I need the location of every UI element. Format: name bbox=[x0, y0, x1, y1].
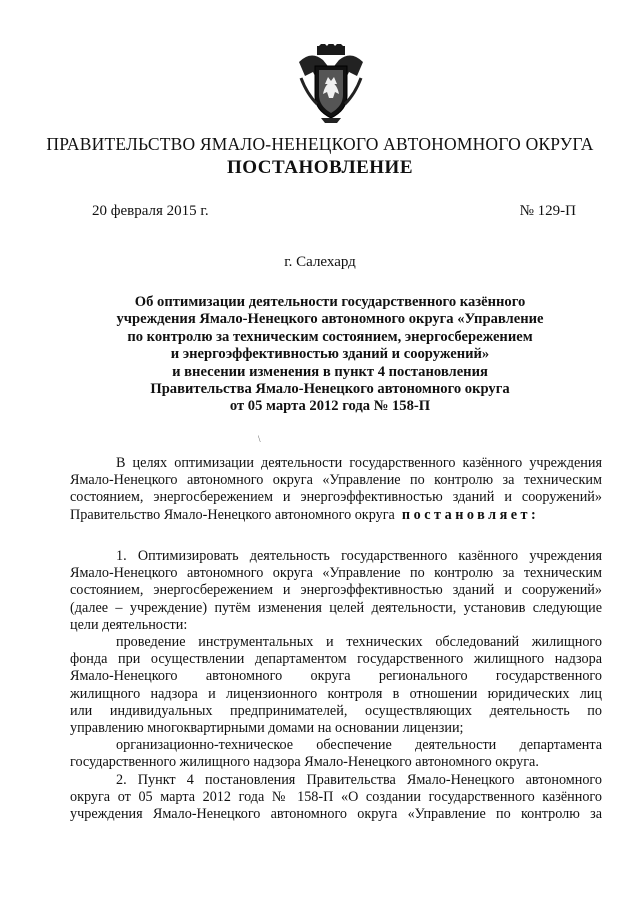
text-line: 1. Оптимизировать деятельность государственного казённого учреждения bbox=[116, 548, 602, 564]
stray-mark: \ bbox=[258, 434, 261, 444]
document-city: г. Салехард bbox=[284, 254, 356, 270]
title-line: и внесении изменения в пункт 4 постановления bbox=[172, 363, 488, 380]
organization-name: ПРАВИТЕЛЬСТВО ЯМАЛО-НЕНЕЦКОГО АВТОНОМНОГО ОКРУГА bbox=[46, 134, 594, 154]
text-line: В целях оптимизации деятельности государственного казённого учреждения bbox=[116, 455, 602, 471]
text-line: фонда при осуществлении департаментом государственного жилищного надзора bbox=[70, 651, 602, 668]
title-line: учреждения Ямало-Ненецкого автономного округа «Управление bbox=[116, 311, 544, 328]
government-label: Правительство Ямало-Ненецкого автономного округа bbox=[70, 506, 395, 523]
preamble-paragraph bbox=[70, 455, 602, 524]
text-line: (далее – учреждение) путём изменения целей деятельности, установив следующие bbox=[70, 599, 602, 616]
resolution-body bbox=[70, 548, 602, 823]
text-line: состоянием, энергосбережением и энергоэффективностью зданий и сооружений» bbox=[70, 582, 602, 599]
text-line: учреждения Ямало-Ненецкого автономного округа «Управление по контролю за bbox=[70, 806, 602, 823]
text-line: Ямало-Ненецкого автономного округа регионального государственного bbox=[70, 668, 602, 685]
text-line: жилищного надзора и лицензионного контроля в отношении юридических лиц bbox=[70, 685, 602, 702]
title-line: Об оптимизации деятельности государственного казённого bbox=[134, 294, 526, 310]
title-line: и энергоэффективностью зданий и сооружений» bbox=[170, 346, 490, 363]
text-line: состоянием, энергосбережением и энергоэффективностью зданий и сооружений» bbox=[70, 489, 602, 506]
text-line: цели деятельности: bbox=[70, 616, 188, 633]
text-line: управлению многоквартирными домами на основании лицензии; bbox=[70, 720, 464, 737]
text-line bbox=[70, 507, 602, 524]
text-line: государственного жилищного надзора Ямало-Ненецкого автономного округа. bbox=[70, 754, 539, 771]
document-title bbox=[110, 294, 550, 416]
title-line: по контролю за техническим состоянием, энергосбережением bbox=[127, 328, 533, 345]
title-line: Правительства Ямало-Ненецкого автономного округа bbox=[150, 381, 510, 398]
coat-of-arms-icon bbox=[297, 44, 365, 124]
document-number: № 129-П bbox=[519, 203, 576, 219]
text-line: Ямало-Ненецкого автономного округа «Управление по контролю за техническим bbox=[70, 472, 602, 489]
resolves-word: постановляет: bbox=[401, 506, 540, 523]
text-line: проведение инструментальных и технических обследований жилищного bbox=[116, 634, 602, 651]
document-type: ПОСТАНОВЛЕНИЕ bbox=[226, 157, 414, 178]
text-line: округа от 05 марта 2012 года № 158-П «О создании государственного казённого bbox=[70, 788, 602, 805]
text-line: Ямало-Ненецкого автономного округа «Управление по контролю за техническим bbox=[70, 565, 602, 582]
text-line: организационно-техническое обеспечение деятельности департамента bbox=[116, 737, 602, 754]
title-line: от 05 марта 2012 года № 158-П bbox=[229, 398, 431, 415]
text-line: 2. Пункт 4 постановления Правительства Ямало-Ненецкого автономного bbox=[116, 771, 602, 788]
text-line: или индивидуальных предпринимателей, осуществляющих деятельность по bbox=[70, 702, 602, 719]
document-date: 20 февраля 2015 г. bbox=[92, 203, 209, 219]
